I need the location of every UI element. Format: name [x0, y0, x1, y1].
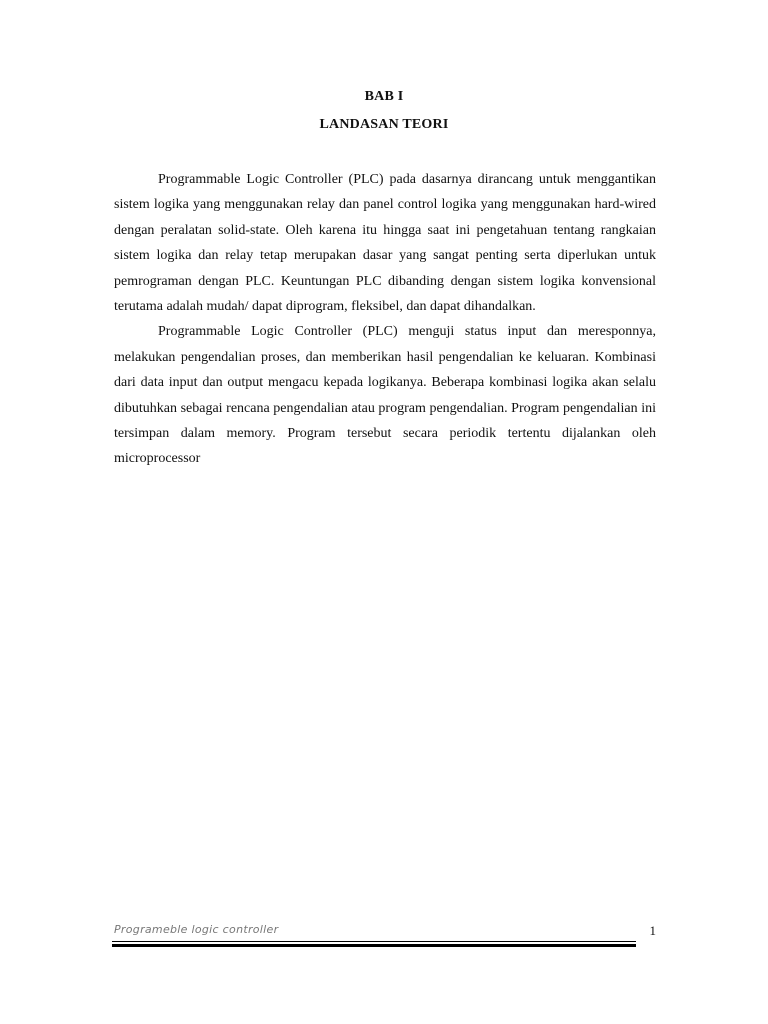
- footer-rule-thick: [112, 944, 636, 947]
- page-number: 1: [649, 923, 656, 938]
- body-text: [114, 167, 656, 472]
- chapter-title: LANDASAN TEORI: [319, 117, 449, 132]
- footer-title: Programeble logic controller: [114, 923, 279, 936]
- paragraph-1: Programmable Logic Controller (PLC) pada dasarnya dirancang untuk menggantikan sistem logika yang menggunakan relay dan panel control logika yang menggunakan hard-wired dengan peralatan solid-state. Oleh karena itu hingga saat ini pengetahuan tentang rangkaian sistem logika dan relay tetap merupakan dasar yang sangat penting serta diperlukan untuk pemrograman dengan PLC. Keuntungan PLC dibanding dengan sistem logika konvensional terutama adalah mudah/ dapat diprogram, fleksibel, dan dapat dihandalkan.: [114, 172, 656, 315]
- paragraph-2: Programmable Logic Controller (PLC) menguji status input dan meresponnya, melakukan pengendalian proses, dan memberikan hasil pengendalian ke keluaran. Kombinasi dari data input dan output mengacu kepada logikanya. Beberapa kombinasi logika akan selalu dibutuhkan sebagai rencana pengendalian atau program pengendalian. Program pengendalian ini tersimpan dalam memory. Program tersebut secara periodik tertentu dijalankan oleh microprocessor: [114, 324, 656, 467]
- chapter-number: BAB I: [364, 89, 404, 104]
- footer-rule: [112, 941, 636, 942]
